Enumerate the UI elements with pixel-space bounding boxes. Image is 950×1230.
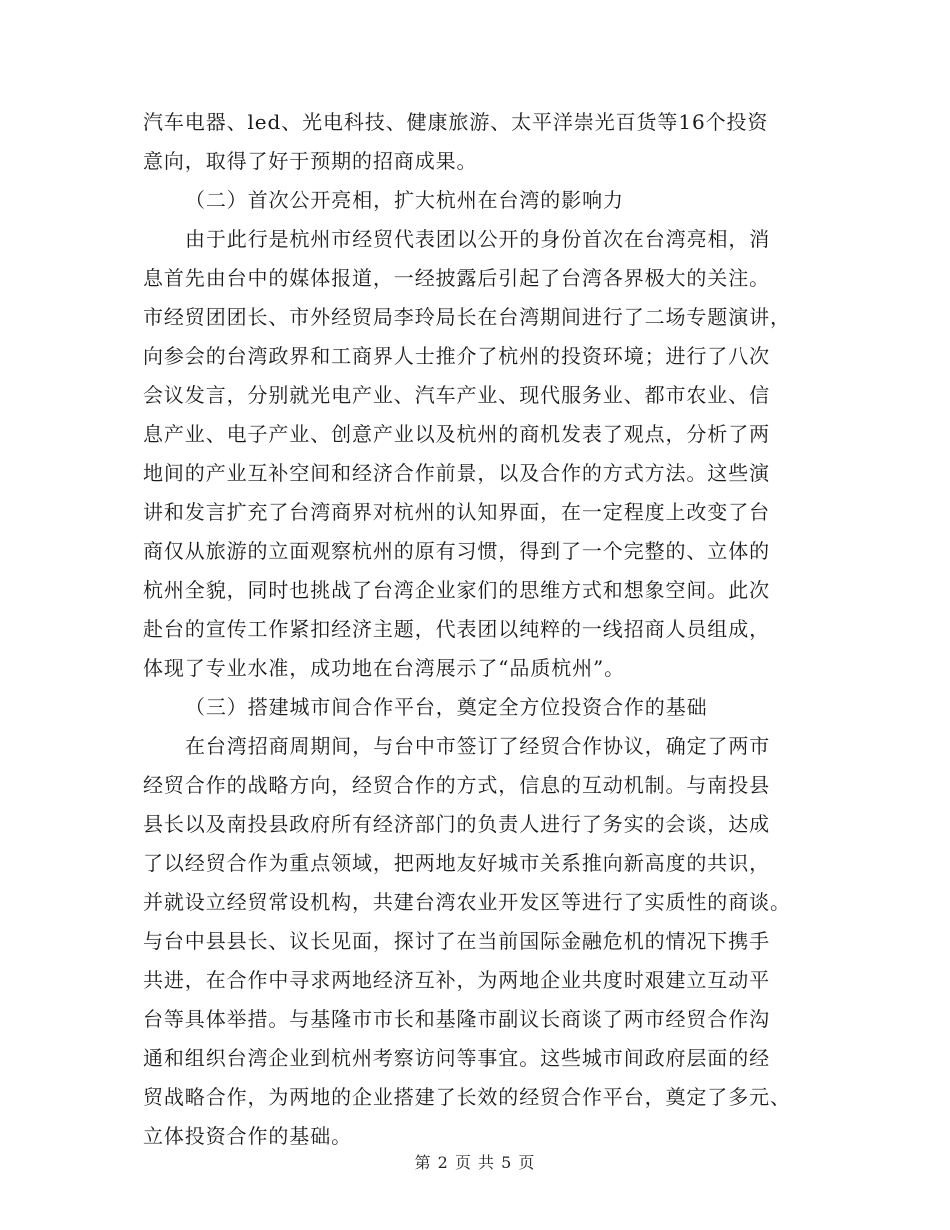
- paragraph2-line: 息首先由台中的媒体报道，一经披露后引起了台湾各界极大的关注。: [143, 266, 770, 290]
- paragraph3-line: 县长以及南投县政府所有经济部门的负责人进行了务实的会谈，达成: [143, 812, 770, 836]
- paragraph2-line: 市经贸团团长、市外经贸局李玲局长在台湾期间进行了二场专题演讲，: [143, 305, 791, 329]
- paragraph2-line: 会议发言，分别就光电产业、汽车产业、现代服务业、都市农业、信: [143, 383, 770, 407]
- paragraph2-line: 向参会的台湾政界和工商界人士推介了杭州的投资环境；进行了八次: [143, 344, 770, 368]
- paragraph3-line: 立体投资合作的基础。: [143, 1124, 352, 1148]
- paragraph3-line: 通和组织台湾企业到杭州考察访问等事宜。这些城市间政府层面的经: [143, 1046, 770, 1070]
- paragraph2-line: 讲和发言扩充了台湾商界对杭州的认知界面，在一定程度上改变了台: [143, 500, 770, 524]
- paragraph3-line: 经贸合作的战略方向，经贸合作的方式，信息的互动机制。与南投县: [143, 773, 770, 797]
- paragraph2-line: 息产业、电子产业、创意产业以及杭州的商机发表了观点，分析了两: [143, 422, 770, 446]
- paragraph2-line: 赴台的宣传工作紧扣经济主题，代表团以纯粹的一线招商人员组成，: [143, 617, 770, 641]
- paragraph3-line: 并就设立经贸常设机构，共建台湾农业开发区等进行了实质性的商谈。: [143, 890, 791, 914]
- section-heading-3: （三）搭建城市间合作平台，奠定全方位投资合作的基础: [185, 695, 708, 719]
- section-heading-2: （二）首次公开亮相，扩大杭州在台湾的影响力: [185, 188, 624, 212]
- paragraph2-line: 体现了专业水准，成功地在台湾展示了“品质杭州”。: [143, 656, 626, 680]
- document-body: [143, 103, 813, 1156]
- paragraph3-line: 在台湾招商周期间，与台中市签订了经贸合作协议，确定了两市: [185, 734, 771, 758]
- paragraph3-line: 了以经贸合作为重点领域，把两地友好城市关系推向新高度的共识，: [143, 851, 770, 875]
- paragraph2-line: 杭州全貌，同时也挑战了台湾企业家们的思维方式和想象空间。此次: [143, 578, 770, 602]
- paragraph3-line: 共进，在合作中寻求两地经济互补，为两地企业共度时艰建立互动平: [143, 968, 770, 992]
- paragraph1-line: 汽车电器、led、光电科技、健康旅游、太平洋崇光百货等16个投资: [143, 110, 769, 134]
- page-number-footer: 第 2 页 共 5 页: [414, 1153, 536, 1172]
- paragraph3-line: 与台中县县长、议长见面，探讨了在当前国际金融危机的情况下携手: [143, 929, 770, 953]
- paragraph2-line: 地间的产业互补空间和经济合作前景，以及合作的方式方法。这些演: [143, 461, 770, 485]
- paragraph1-line: 意向，取得了好于预期的招商成果。: [143, 149, 478, 173]
- paragraph2-line: 由于此行是杭州市经贸代表团以公开的身份首次在台湾亮相，消: [185, 227, 771, 251]
- paragraph3-line: 台等具体举措。与基隆市市长和基隆市副议长商谈了两市经贸合作沟: [143, 1007, 770, 1031]
- paragraph3-line: 贸战略合作，为两地的企业搭建了长效的经贸合作平台，奠定了多元、: [143, 1085, 791, 1109]
- paragraph2-line: 商仅从旅游的立面观察杭州的原有习惯，得到了一个完整的、立体的: [143, 539, 770, 563]
